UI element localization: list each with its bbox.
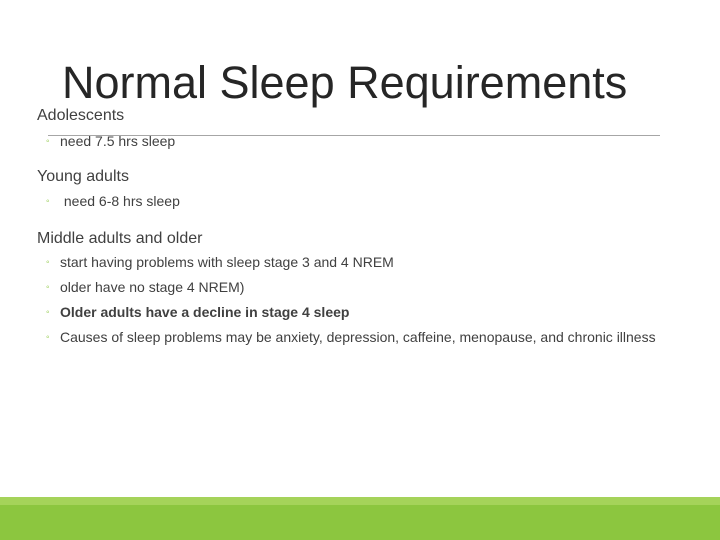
bullet-text: older have no stage 4 NREM) xyxy=(60,279,245,295)
middle-adults-bullet-list xyxy=(37,254,670,354)
bullet-text: start having problems with sleep stage 3 and 4 NREM xyxy=(60,254,394,270)
circle-bullet-icon: ◦ xyxy=(46,307,50,318)
bullet-text: Older adults have a decline in stage 4 sleep xyxy=(60,304,350,320)
bullet-item xyxy=(37,193,670,210)
young-adults-bullet-list xyxy=(37,193,670,210)
section-heading-adolescents: Adolescents xyxy=(37,107,125,124)
bullet-item xyxy=(37,254,670,271)
bullet-text: Causes of sleep problems may be anxiety, depression, caffeine, menopause, and chronic illness xyxy=(60,329,656,345)
circle-bullet-icon: ◦ xyxy=(46,257,50,268)
footer-accent-stripe xyxy=(0,497,720,505)
circle-bullet-icon: ◦ xyxy=(46,196,50,207)
bullet-item xyxy=(37,279,670,296)
adolescents-bullet-list xyxy=(37,133,670,150)
slide-title: Normal Sleep Requirements xyxy=(62,57,628,108)
section-heading-young-adults: Young adults xyxy=(37,168,129,185)
footer-bar xyxy=(0,505,720,540)
bullet-text: need 6-8 hrs sleep xyxy=(60,193,180,209)
bullet-text: need 7.5 hrs sleep xyxy=(60,133,176,149)
bullet-item xyxy=(37,304,670,321)
bullet-item xyxy=(37,329,670,346)
circle-bullet-icon: ◦ xyxy=(46,332,50,343)
circle-bullet-icon: ◦ xyxy=(46,136,50,147)
bullet-item xyxy=(37,133,670,150)
circle-bullet-icon: ◦ xyxy=(46,282,50,293)
section-heading-middle-adults: Middle adults and older xyxy=(37,230,203,247)
